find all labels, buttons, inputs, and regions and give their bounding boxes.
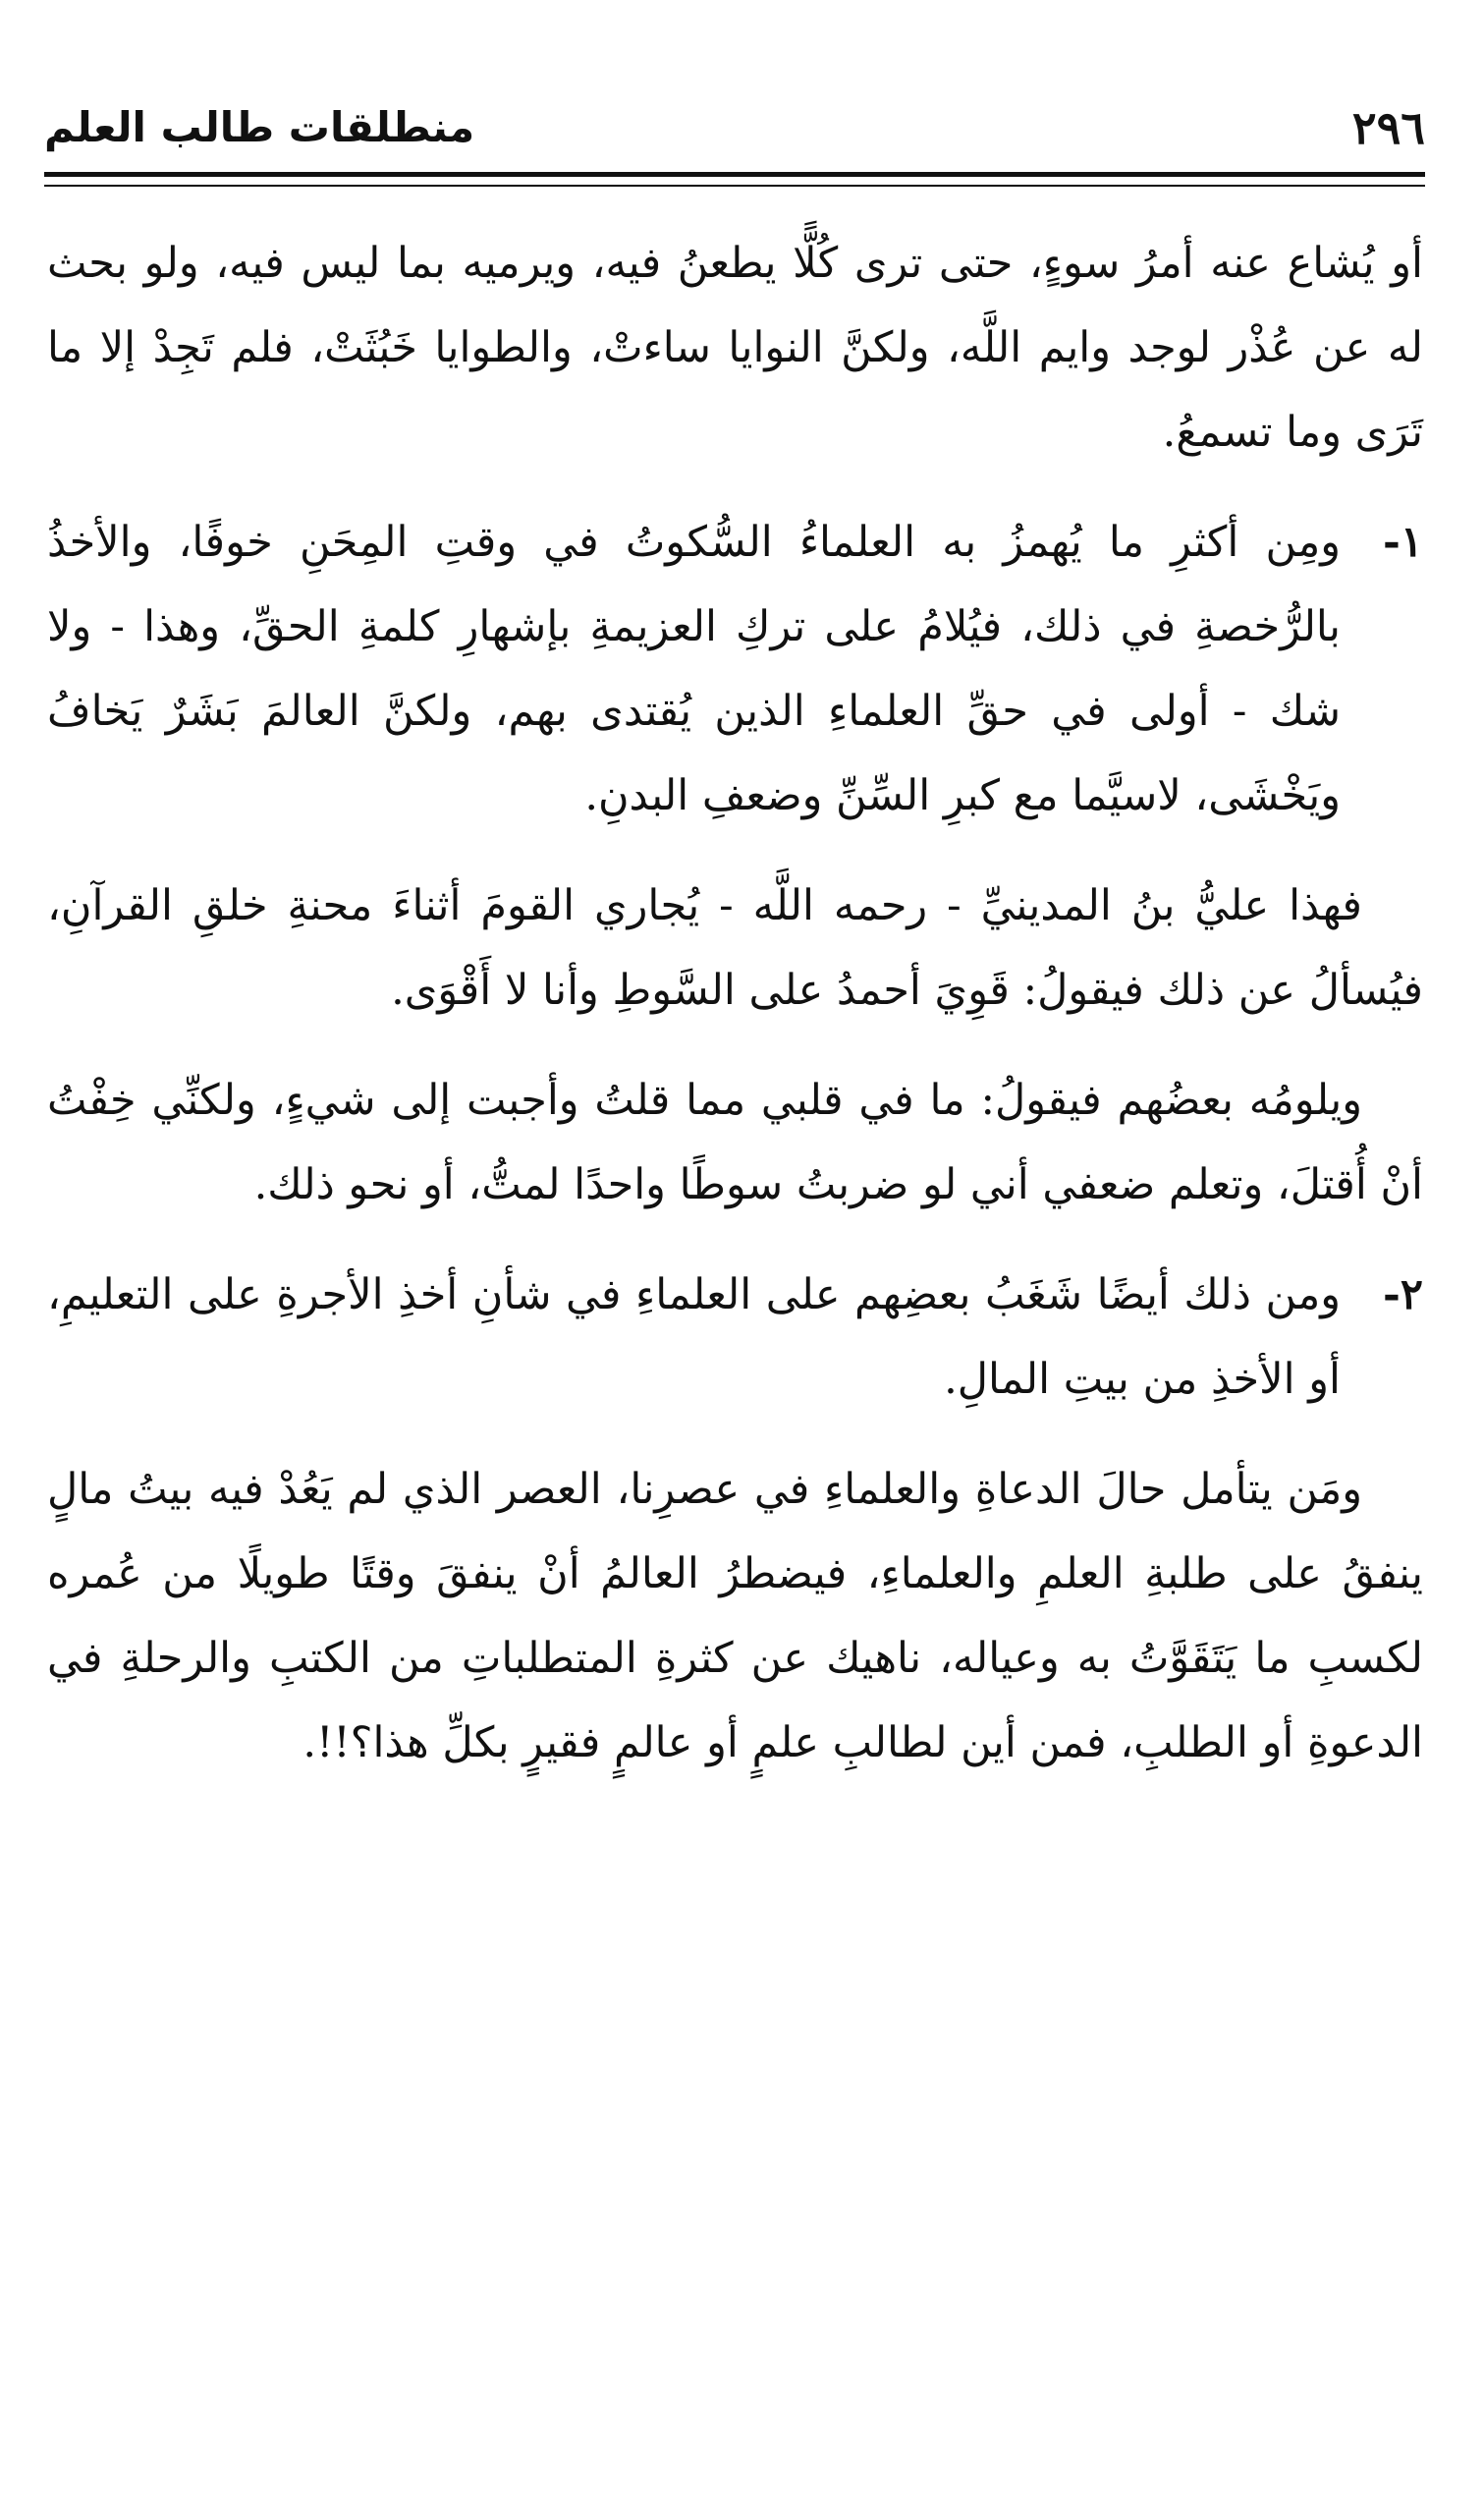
- numbered-item-2: [47, 1253, 1423, 1422]
- running-title: منطلقات طالب العلم: [44, 103, 475, 151]
- paragraph-4: ومَن يتأمل حالَ الدعاةِ والعلماءِ في عصرِنا، العصر الذي لم يَعُدْ فيه بيتُ مالٍ ينفقُ على طلبةِ العلمِ والعلماءِ، فيضطرُ العالمُ أنْ ينفقَ وقتًا طويلًا من عُمره لكسبِ ما يَتَقَوَّتُ به وعياله، ناهيك عن كثرةِ المتطلباتِ من الكتبِ والرحلةِ في الدعوةِ أو الطلبِ، فمن أين لطالبِ علمٍ أو عالمٍ فقيرٍ بكلِّ هذا؟!!.: [47, 1465, 1423, 1767]
- body-text: [47, 221, 1423, 1811]
- header-rule-thin: [44, 185, 1425, 187]
- header-rule-thick: [44, 172, 1425, 177]
- paragraph-1: أو يُشاع عنه أمرُ سوءٍ، حتى ترى كُلًّا يطعنُ فيه، ويرميه بما ليس فيه، ولو بحث له عن عُذْر لوجد وايم اللَّه، ولكنَّ النوايا ساءتْ، والطوايا خَبُثَتْ، فلم تَجِدْ إلا ما تَرَى وما تسمعُ.: [47, 239, 1423, 457]
- numbered-item-1: [47, 500, 1423, 838]
- item-number-2: ٢-: [1383, 1270, 1423, 1319]
- paragraph-3: ويلومُه بعضُهم فيقولُ: ما في قلبي مما قلتُ وأجبت إلى شيءٍ، ولكنِّي خِفْتُ أنْ أُقتلَ، وتعلم ضعفي أني لو ضربتُ سوطًا واحدًا لمتُّ، أو نحو ذلك.: [47, 1076, 1423, 1209]
- item-number-1: ١-: [1383, 518, 1423, 567]
- item-text-1: ومِن أكثرِ ما يُهمزُ به العلماءُ السُّكوتُ في وقتِ المِحَنِ خوفًا، والأخذُ بالرُّخصةِ في ذلك، فيُلامُ على تركِ العزيمةِ بإشهارِ كلمةِ الحقِّ، وهذا - ولا شك - أولى في حقِّ العلماءِ الذين يُقتدى بهم، ولكنَّ العالمَ بَشَرٌ يَخافُ ويَخْشَى، لاسيَّما مع كبرِ السِّنِّ وضعفِ البدنِ.: [47, 518, 1341, 820]
- page-number: ٢٩٦: [1351, 101, 1425, 154]
- page-header: [44, 93, 1425, 162]
- paragraph-2: فهذا عليُّ بنُ المدينيِّ - رحمه اللَّه - يُجاري القومَ أثناءَ محنةِ خلقِ القرآنِ، فيُسألُ عن ذلك فيقولُ: قَوِيَ أحمدُ على السَّوطِ وأنا لا أَقْوَى.: [47, 881, 1423, 1015]
- item-text-2: ومن ذلك أيضًا شَغَبُ بعضِهم على العلماءِ في شأنِ أخذِ الأجرةِ على التعليمِ، أو الأخذِ من بيتِ المالِ.: [47, 1270, 1341, 1404]
